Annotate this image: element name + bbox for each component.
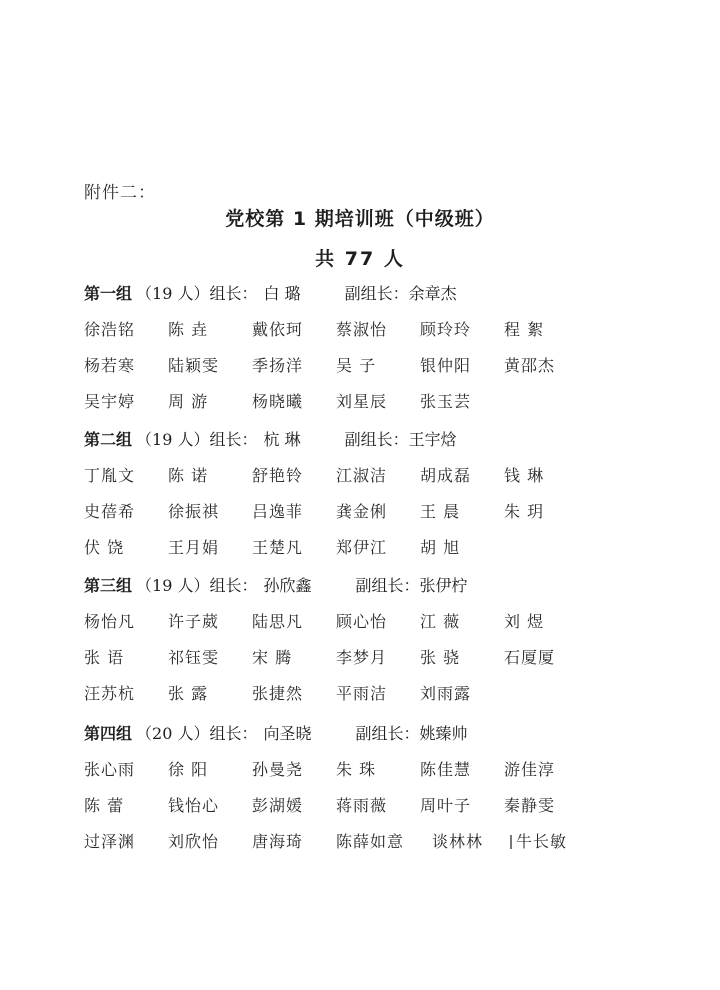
group-count: （19 人） xyxy=(136,576,210,595)
group-leader: 孙欣鑫 xyxy=(263,576,312,595)
member-name: 陈薛如意 xyxy=(336,832,405,851)
member-name: 戴依珂 xyxy=(252,320,304,339)
member-row xyxy=(84,604,684,640)
member-name: 石厦厦 xyxy=(504,648,556,667)
group-4 xyxy=(84,716,684,860)
group-3 xyxy=(84,568,684,712)
group-deputy: 张伊柠 xyxy=(419,576,468,595)
group-name: 第一组 xyxy=(84,284,133,303)
leader-label: 组长： xyxy=(209,430,258,449)
group-deputy: 姚臻帅 xyxy=(419,724,468,743)
member-name: 张 语 xyxy=(84,648,125,667)
member-name: 季扬洋 xyxy=(252,356,304,375)
member-name: 刘欣怡 xyxy=(168,832,220,851)
deputy-label: 副组长： xyxy=(344,284,409,303)
member-row xyxy=(84,640,684,676)
member-name: 张玉芸 xyxy=(420,392,472,411)
member-row xyxy=(84,676,684,712)
leader-label: 组长： xyxy=(209,284,258,303)
deputy-label: 副组长： xyxy=(355,724,420,743)
group-header xyxy=(84,276,684,312)
member-name: 陈 蕾 xyxy=(84,796,125,815)
member-name: 张 骁 xyxy=(420,648,461,667)
group-deputy: 余章杰 xyxy=(408,284,457,303)
member-name: 钱怡心 xyxy=(168,796,220,815)
member-name: 朱 珠 xyxy=(336,760,377,779)
member-name: 宋 腾 xyxy=(252,648,293,667)
group-2 xyxy=(84,422,684,566)
member-name: 徐浩铭 xyxy=(84,320,136,339)
member-name: 唐海琦 xyxy=(252,832,304,851)
member-name: 刘星辰 xyxy=(336,392,388,411)
member-name: 汪苏杭 xyxy=(84,684,136,703)
member-name: 祁钰雯 xyxy=(168,648,220,667)
member-name: 江 薇 xyxy=(420,612,461,631)
member-row xyxy=(84,494,684,530)
deputy-label: 副组长： xyxy=(355,576,420,595)
member-name: 刘雨露 xyxy=(420,684,472,703)
member-name: 陆思凡 xyxy=(252,612,304,631)
member-name: 杨怡凡 xyxy=(84,612,136,631)
member-name: 秦静雯 xyxy=(504,796,556,815)
member-name: 过泽渊 xyxy=(84,832,136,851)
group-count: （19 人） xyxy=(136,284,210,303)
member-name: 刘 煜 xyxy=(504,612,545,631)
member-name: 杨若寒 xyxy=(84,356,136,375)
member-name: 龚金俐 xyxy=(336,502,388,521)
member-name: 吴宇婷 xyxy=(84,392,136,411)
member-name: 江淑洁 xyxy=(336,466,388,485)
member-name: 黄邵杰 xyxy=(504,356,556,375)
member-name: 蔡淑怡 xyxy=(336,320,388,339)
member-name: 史蓓希 xyxy=(84,502,136,521)
page-title: 党校第 1 期培训班（中级班） xyxy=(225,208,495,230)
member-name: 张心雨 xyxy=(84,760,136,779)
member-name: 徐振祺 xyxy=(168,502,220,521)
member-row xyxy=(84,752,684,788)
member-name: 张 露 xyxy=(168,684,209,703)
member-name: 银仲阳 xyxy=(420,356,472,375)
member-name: 周 游 xyxy=(168,392,209,411)
member-name: 蒋雨薇 xyxy=(336,796,388,815)
group-name: 第三组 xyxy=(84,576,133,595)
member-name: 程 絮 xyxy=(504,320,545,339)
member-name: 胡成磊 xyxy=(420,466,472,485)
group-count: （20 人） xyxy=(136,724,210,743)
member-name: 平雨洁 xyxy=(336,684,388,703)
member-name: 陆颖雯 xyxy=(168,356,220,375)
member-row xyxy=(84,312,684,348)
member-name: 谈林林 xyxy=(432,832,484,851)
member-name: 胡 旭 xyxy=(420,538,461,557)
total-count: 共 77 人 xyxy=(315,248,405,270)
member-name: 牛长敏 xyxy=(516,832,568,851)
deputy-label: 副组长： xyxy=(344,430,409,449)
group-name: 第四组 xyxy=(84,724,133,743)
member-name: 李梦月 xyxy=(336,648,388,667)
member-name: 吴 子 xyxy=(336,356,377,375)
member-name: 舒艳铃 xyxy=(252,466,304,485)
member-name: 顾心怡 xyxy=(336,612,388,631)
member-name: 张捷然 xyxy=(252,684,304,703)
member-name: 徐 阳 xyxy=(168,760,209,779)
member-name: 许子葳 xyxy=(168,612,220,631)
member-name: 彭湖媛 xyxy=(252,796,304,815)
member-name: 朱 玥 xyxy=(504,502,545,521)
member-name: 郑伊江 xyxy=(336,538,388,557)
member-name: 钱 琳 xyxy=(504,466,545,485)
member-name: 陈 诺 xyxy=(168,466,209,485)
attachment-label: 附件二： xyxy=(84,183,156,203)
group-header xyxy=(84,422,684,458)
member-name: 陈佳慧 xyxy=(420,760,472,779)
group-header xyxy=(84,568,684,604)
group-leader: 向圣晓 xyxy=(263,724,312,743)
group-count: （19 人） xyxy=(136,430,210,449)
group-deputy: 王宇焓 xyxy=(408,430,457,449)
member-name: 王楚凡 xyxy=(252,538,304,557)
member-name: 吕逸菲 xyxy=(252,502,304,521)
group-leader: 杭 琳 xyxy=(263,430,301,449)
member-name: 顾玲玲 xyxy=(420,320,472,339)
member-row xyxy=(84,458,684,494)
member-row xyxy=(84,348,684,384)
group-header xyxy=(84,716,684,752)
member-name: 陈 垚 xyxy=(168,320,209,339)
group-leader: 白 璐 xyxy=(263,284,301,303)
member-name: 伏 饶 xyxy=(84,538,125,557)
scan-mark xyxy=(510,835,512,849)
member-name: 杨晓曦 xyxy=(252,392,304,411)
member-row xyxy=(84,384,684,420)
member-name: 丁胤文 xyxy=(84,466,136,485)
member-name: 王 晨 xyxy=(420,502,461,521)
member-name: 王月娟 xyxy=(168,538,220,557)
member-name: 游佳淳 xyxy=(504,760,556,779)
member-row xyxy=(84,530,684,566)
leader-label: 组长： xyxy=(209,724,258,743)
member-name: 孙曼尧 xyxy=(252,760,304,779)
member-name: 周叶子 xyxy=(420,796,472,815)
group-1 xyxy=(84,276,684,420)
leader-label: 组长： xyxy=(209,576,258,595)
group-name: 第二组 xyxy=(84,430,133,449)
member-row xyxy=(84,824,684,860)
member-row xyxy=(84,788,684,824)
